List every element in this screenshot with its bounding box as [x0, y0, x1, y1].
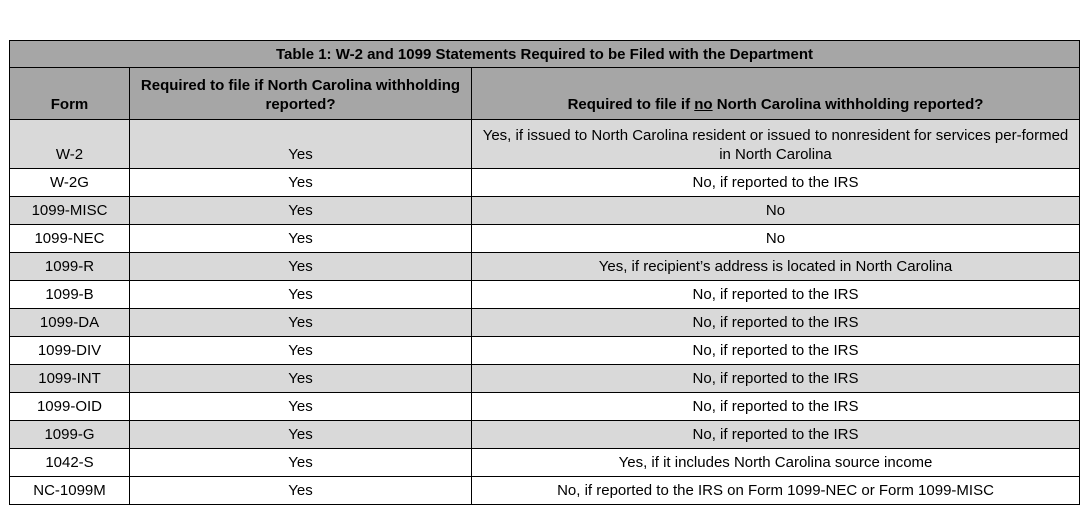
no-withholding-cell: Yes, if recipient’s address is located in North Carolina — [472, 253, 1080, 281]
no-withholding-cell: No, if reported to the IRS on Form 1099-NEC or Form 1099-MISC — [472, 477, 1080, 505]
table-row — [10, 169, 1080, 197]
form-cell: W-2G — [10, 169, 130, 197]
no-withholding-cell: No, if reported to the IRS — [472, 421, 1080, 449]
statements-table-container — [9, 40, 1079, 505]
table-row — [10, 421, 1080, 449]
with-withholding-cell: Yes — [130, 120, 472, 169]
table-row — [10, 449, 1080, 477]
header-no-withholding-emph: no — [694, 96, 713, 113]
form-cell: 1099-NEC — [10, 225, 130, 253]
form-cell: 1099-R — [10, 253, 130, 281]
no-withholding-cell: No, if reported to the IRS — [472, 365, 1080, 393]
no-withholding-cell: No, if reported to the IRS — [472, 281, 1080, 309]
table-header-row — [10, 68, 1080, 120]
form-cell: 1099-DA — [10, 309, 130, 337]
no-withholding-cell: No — [472, 197, 1080, 225]
header-no-withholding — [472, 68, 1080, 120]
table-title-row — [10, 41, 1080, 68]
table-row — [10, 253, 1080, 281]
with-withholding-cell: Yes — [130, 393, 472, 421]
no-withholding-cell: No, if reported to the IRS — [472, 309, 1080, 337]
table-row — [10, 120, 1080, 169]
no-withholding-cell: No, if reported to the IRS — [472, 169, 1080, 197]
no-withholding-cell: No, if reported to the IRS — [472, 337, 1080, 365]
form-cell: NC-1099M — [10, 477, 130, 505]
with-withholding-cell: Yes — [130, 197, 472, 225]
header-form: Form — [10, 68, 130, 120]
table-row — [10, 477, 1080, 505]
no-withholding-cell: Yes, if it includes North Carolina source income — [472, 449, 1080, 477]
table-row — [10, 225, 1080, 253]
with-withholding-cell: Yes — [130, 365, 472, 393]
form-cell: 1099-G — [10, 421, 130, 449]
header-no-withholding-pre: Required to file if — [567, 96, 695, 113]
with-withholding-cell: Yes — [130, 337, 472, 365]
with-withholding-cell: Yes — [130, 225, 472, 253]
table-title: Table 1: W-2 and 1099 Statements Required to be Filed with the Department — [10, 41, 1080, 68]
table-row — [10, 393, 1080, 421]
table-row — [10, 309, 1080, 337]
no-withholding-cell: Yes, if issued to North Carolina resident or issued to nonresident for services per-formed in North Carolina — [472, 120, 1080, 169]
table-row — [10, 337, 1080, 365]
table-row — [10, 197, 1080, 225]
form-cell: 1099-DIV — [10, 337, 130, 365]
no-withholding-cell: No — [472, 225, 1080, 253]
form-cell: W-2 — [10, 120, 130, 169]
form-cell: 1099-INT — [10, 365, 130, 393]
header-with-withholding: Required to file if North Carolina withholding reported? — [130, 68, 472, 120]
table-row — [10, 365, 1080, 393]
header-no-withholding-post: North Carolina withholding reported? — [712, 96, 984, 113]
with-withholding-cell: Yes — [130, 449, 472, 477]
with-withholding-cell: Yes — [130, 477, 472, 505]
form-cell: 1099-B — [10, 281, 130, 309]
no-withholding-cell: No, if reported to the IRS — [472, 393, 1080, 421]
with-withholding-cell: Yes — [130, 309, 472, 337]
form-cell: 1042-S — [10, 449, 130, 477]
with-withholding-cell: Yes — [130, 169, 472, 197]
statements-table — [9, 40, 1080, 505]
form-cell: 1099-MISC — [10, 197, 130, 225]
form-cell: 1099-OID — [10, 393, 130, 421]
with-withholding-cell: Yes — [130, 421, 472, 449]
with-withholding-cell: Yes — [130, 281, 472, 309]
table-row — [10, 281, 1080, 309]
with-withholding-cell: Yes — [130, 253, 472, 281]
